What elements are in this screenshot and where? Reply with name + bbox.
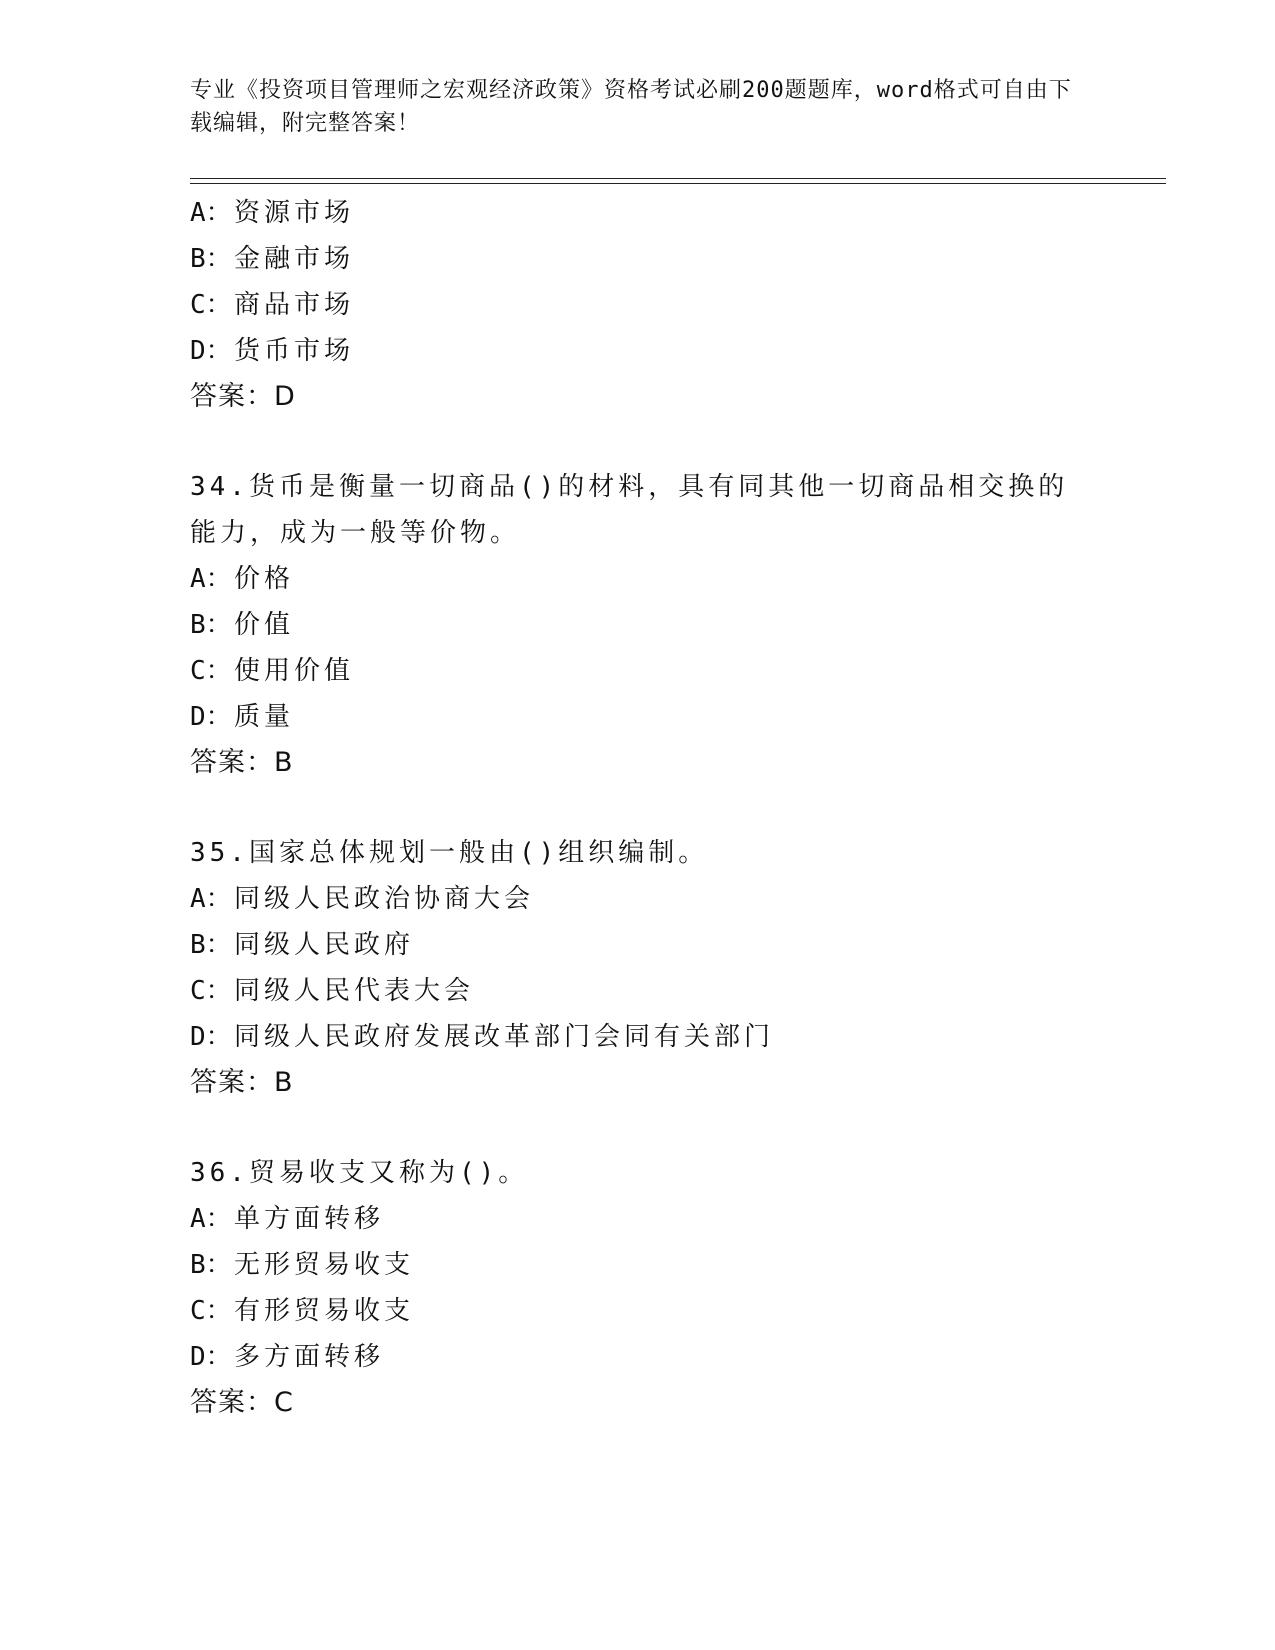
question-list: [190, 190, 1166, 1426]
question-stem: 35.国家总体规划一般由()组织编制。: [190, 838, 709, 868]
answer-line: 答案：C: [190, 1387, 294, 1418]
option-b: [190, 1242, 1166, 1288]
option-key: B：: [190, 930, 232, 960]
option-key: B：: [190, 610, 232, 640]
option-text: 资源市场: [234, 198, 355, 228]
option-text: 单方面转移: [234, 1204, 385, 1234]
option-key: D：: [190, 336, 232, 366]
option-text: 金融市场: [234, 244, 355, 274]
answer-line: 答案：B: [190, 747, 294, 778]
option-a: [190, 876, 1166, 922]
option-key: A：: [190, 198, 232, 228]
option-d: [190, 328, 1166, 374]
option-text: 同级人民代表大会: [234, 976, 475, 1006]
option-text: 同级人民政治协商大会: [234, 884, 535, 914]
question-35: [190, 830, 1166, 1106]
option-d: [190, 1014, 1166, 1060]
option-key: C：: [190, 1296, 232, 1326]
option-key: C：: [190, 290, 232, 320]
question-stem: 34.货币是衡量一切商品()的材料，具有同其他一切商品相交换的能力，成为一般等价物。: [190, 472, 1069, 548]
document-header: 专业《投资项目管理师之宏观经济政策》资格考试必刷200题题库，word格式可自由下载编辑，附完整答案！: [190, 78, 1072, 136]
option-key: A：: [190, 1204, 232, 1234]
option-key: C：: [190, 976, 232, 1006]
option-c: [190, 648, 1166, 694]
option-b: [190, 236, 1166, 282]
option-key: B：: [190, 244, 232, 274]
option-text: 使用价值: [234, 656, 355, 686]
option-key: D：: [190, 1022, 232, 1052]
partial-question: [190, 190, 1166, 420]
option-text: 商品市场: [234, 290, 355, 320]
answer-line: 答案：B: [190, 1067, 294, 1098]
option-key: A：: [190, 564, 232, 594]
option-text: 无形贸易收支: [234, 1250, 415, 1280]
header-rule-bottom: [190, 183, 1166, 184]
answer-line: 答案：D: [190, 381, 296, 412]
option-c: [190, 282, 1166, 328]
option-text: 多方面转移: [234, 1342, 385, 1372]
option-text: 价格: [234, 564, 295, 594]
option-a: [190, 556, 1166, 602]
option-key: C：: [190, 656, 232, 686]
option-text: 货币市场: [234, 336, 355, 366]
option-key: B：: [190, 1250, 232, 1280]
option-b: [190, 922, 1166, 968]
option-text: 同级人民政府: [234, 930, 415, 960]
option-d: [190, 1334, 1166, 1380]
option-text: 同级人民政府发展改革部门会同有关部门: [234, 1022, 775, 1052]
option-c: [190, 1288, 1166, 1334]
option-c: [190, 968, 1166, 1014]
option-a: [190, 1196, 1166, 1242]
option-d: [190, 694, 1166, 740]
option-key: D：: [190, 702, 232, 732]
header-rule-top: [190, 178, 1166, 179]
option-key: A：: [190, 884, 232, 914]
question-stem: 36.贸易收支又称为()。: [190, 1158, 529, 1188]
option-b: [190, 602, 1166, 648]
option-text: 质量: [234, 702, 295, 732]
option-key: D：: [190, 1342, 232, 1372]
option-text: 价值: [234, 610, 295, 640]
question-36: [190, 1150, 1166, 1426]
option-a: [190, 190, 1166, 236]
question-34: [190, 464, 1166, 786]
option-text: 有形贸易收支: [234, 1296, 415, 1326]
